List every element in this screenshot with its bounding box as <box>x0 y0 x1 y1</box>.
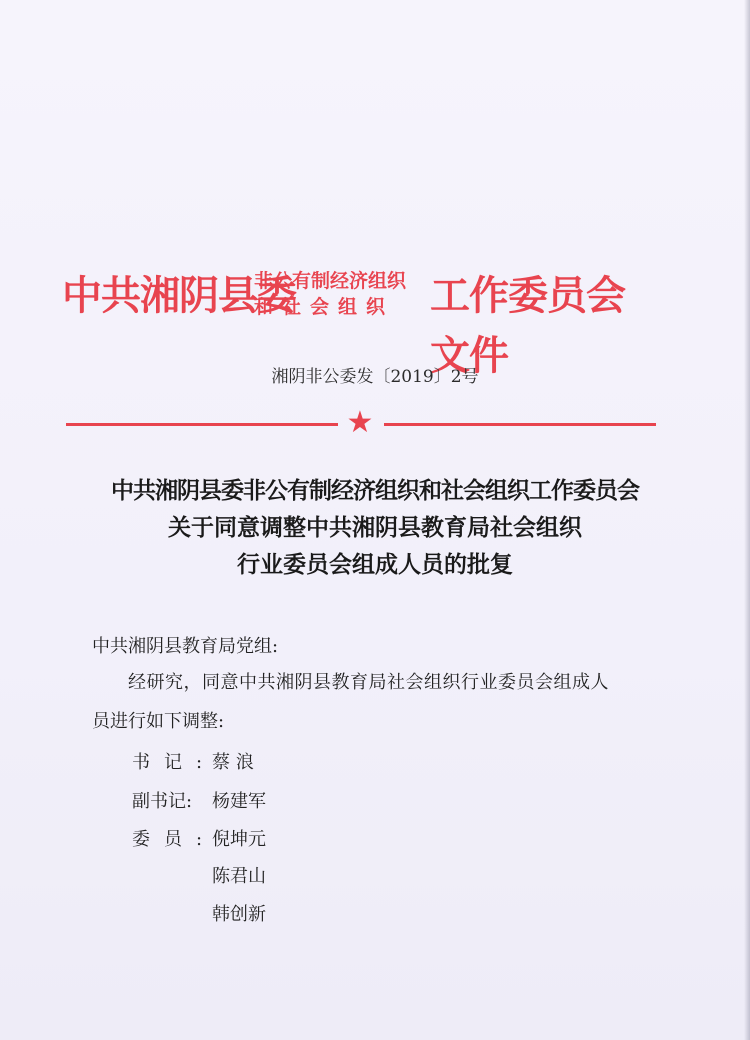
name-committee-member-2: 陈君山 <box>212 866 266 887</box>
title-line-3: 行业委员会组成人员的批复 <box>237 552 513 578</box>
name-committee-member-3: 韩创新 <box>212 904 266 925</box>
paragraph-line-1: 经研究，同意中共湘阴县教育局社会组织行业委员会组成人 <box>128 672 609 693</box>
masthead-right: 工作委员会文件 <box>430 273 625 379</box>
role-deputy-secretary: 副书记: <box>132 791 193 812</box>
star-icon: ★ <box>346 405 374 440</box>
masthead-small-line1: 非公有制经济组织 <box>254 270 407 292</box>
title-line-1: 中共湘阴县委非公有制经济组织和社会组织工作委员会 <box>111 478 639 504</box>
masthead-stacked <box>254 268 426 320</box>
name-secretary: 蔡 浪 <box>212 752 254 773</box>
red-rule-right <box>384 423 656 426</box>
red-rule-left <box>66 423 338 426</box>
bleed-through-shadow <box>110 130 630 190</box>
role-secretary: 书记: <box>132 752 217 773</box>
paragraph-line-2: 员进行如下调整: <box>92 711 225 732</box>
masthead-left: 中共湘阴县委 <box>62 273 296 319</box>
name-deputy-secretary: 杨建军 <box>212 791 266 812</box>
document-number: 湘阴非公委发〔2019〕2号 <box>271 367 479 387</box>
masthead-small-line2: 和社会组织 <box>254 296 395 318</box>
page-edge-shadow <box>744 0 750 1040</box>
title-line-2: 关于同意调整中共湘阴县教育局社会组织 <box>168 515 582 541</box>
name-committee-member-1: 倪坤元 <box>212 829 266 850</box>
role-committee-member: 委员: <box>132 829 217 850</box>
addressee: 中共湘阴县教育局党组: <box>92 636 279 657</box>
